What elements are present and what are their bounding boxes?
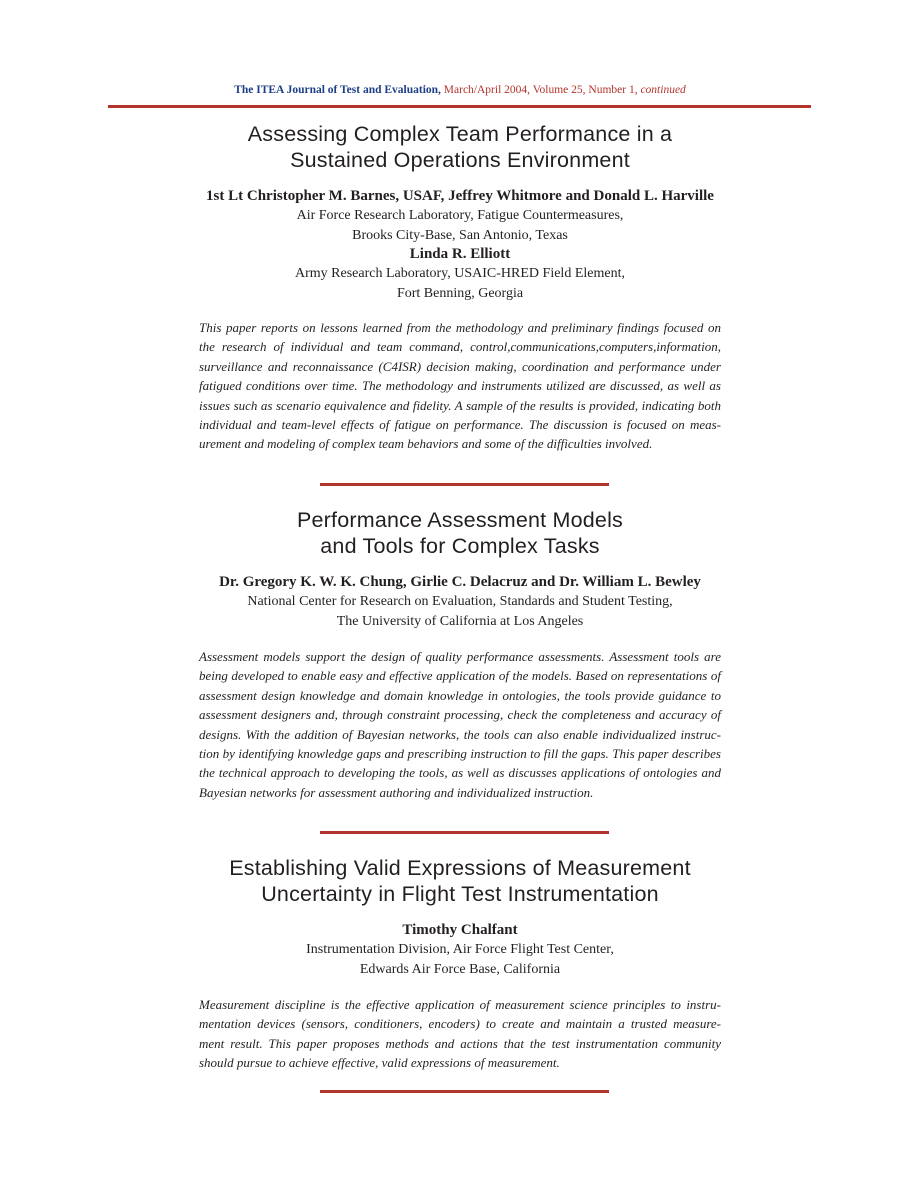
affiliation-line: The University of California at Los Angeles <box>336 613 584 629</box>
abstract-line: assessment design knowledge and domain knowledge in ontologies, the tools provide guidance to <box>199 687 721 703</box>
affiliation-line: National Center for Research on Evaluation, Standards and Student Testing, <box>247 594 673 609</box>
affiliation-line: Fort Benning, Georgia <box>396 285 524 301</box>
paper-2 <box>0 507 920 802</box>
paper-2-affiliation <box>0 592 920 631</box>
section-divider <box>320 831 609 834</box>
title-line: Sustained Operations Environment <box>290 148 630 172</box>
abstract-line: the technical approach to developing the tools, as well as discusses applications of ontologies and <box>199 765 721 781</box>
affiliation-line: Air Force Research Laboratory, Fatigue Countermeasures, <box>296 208 624 223</box>
paper-1-second-author: Linda R. Elliott <box>409 246 511 262</box>
affiliation-line: Brooks City-Base, San Antonio, Texas <box>352 227 568 243</box>
abstract-line: ment result. This paper proposes methods and actions that the test instrumentation community <box>199 1035 721 1051</box>
running-header <box>0 84 920 96</box>
paper-3-abstract <box>199 995 721 1073</box>
abstract-line: issues such as scenario equivalence and fidelity. A sample of the results is provided, indicating both <box>199 397 721 413</box>
paper-2-abstract <box>199 647 721 802</box>
affiliation-line: Instrumentation Division, Air Force Flight Test Center, <box>306 942 614 957</box>
section-divider <box>320 483 609 486</box>
abstract-line: the research of individual and team command, control,communications,computers,information, <box>199 339 721 355</box>
abstract-line: This paper reports on lessons learned from the methodology and preliminary findings focused on <box>199 320 721 335</box>
abstract-line: Bayesian networks for assessment authoring and individualized instruction. <box>199 784 594 800</box>
abstract-line: urement and modeling of complex team behaviors and some of the difficulties involved. <box>199 436 653 452</box>
abstract-line: Measurement discipline is the effective application of measurement science principles to instru- <box>199 997 721 1012</box>
affiliation-line: Army Research Laboratory, USAIC-HRED Field Element, <box>295 266 625 281</box>
paper-1 <box>0 121 920 454</box>
header-rule <box>108 105 811 108</box>
abstract-line: individual and team-level effects of fatigue on performance. The discussion is focused on meas- <box>199 417 721 433</box>
paper-3-authors: Timothy Chalfant <box>402 922 518 938</box>
abstract-line: mentation devices (sensors, conditioners, encoders) to create and maintain a trusted measure- <box>199 1016 721 1032</box>
paper-1-authors: 1st Lt Christopher M. Barnes, USAF, Jeffrey Whitmore and Donald L. Harville <box>206 188 714 204</box>
paper-1-abstract <box>199 318 721 454</box>
issue-info: March/April 2004, Volume 25, Number 1, <box>443 84 638 96</box>
title-line: Uncertainty in Flight Test Instrumentation <box>261 882 659 906</box>
title-line: Performance Assessment Models <box>296 508 624 532</box>
paper-3 <box>0 855 920 1073</box>
paper-3-affiliation <box>0 940 920 979</box>
journal-name: The ITEA Journal of Test and Evaluation, <box>234 84 441 96</box>
title-line: Assessing Complex Team Performance in a <box>247 122 673 146</box>
affiliation-line: Edwards Air Force Base, California <box>359 961 561 977</box>
abstract-line: tion by identifying knowledge gaps and prescribing instruction to fill the gaps. This paper describes <box>199 746 721 762</box>
paper-2-authors: Dr. Gregory K. W. K. Chung, Girlie C. Delacruz and Dr. William L. Bewley <box>219 574 701 590</box>
abstract-line: should pursue to achieve effective, valid expressions of measurement. <box>199 1055 560 1071</box>
abstract-line: Assessment models support the design of quality performance assessments. Assessment tools are <box>199 649 721 664</box>
section-divider <box>320 1090 609 1093</box>
title-line: and Tools for Complex Tasks <box>320 534 600 558</box>
paper-1-affiliation <box>0 206 920 245</box>
abstract-line: assessment designers and, through constraint processing, check the completeness and accuracy of <box>199 707 721 723</box>
continued-label: continued <box>640 84 686 96</box>
abstract-line: surveillance and reconnaissance (C4ISR) decision making, coordination and performance under <box>199 358 721 374</box>
paper-3-title <box>0 855 920 907</box>
abstract-line: designs. With the addition of Bayesian networks, the tools can also enable individualized instruc- <box>199 726 721 742</box>
abstract-line: being developed to enable easy and effective application of the models. Based on representations of <box>199 668 721 684</box>
paper-2-title <box>0 507 920 559</box>
abstract-line: fatigued conditions over time. The methodology and instruments utilized are discussed, as well as <box>199 378 721 394</box>
paper-1-title <box>0 121 920 173</box>
title-line: Establishing Valid Expressions of Measurement <box>229 856 691 880</box>
paper-1-second-affiliation <box>0 264 920 303</box>
